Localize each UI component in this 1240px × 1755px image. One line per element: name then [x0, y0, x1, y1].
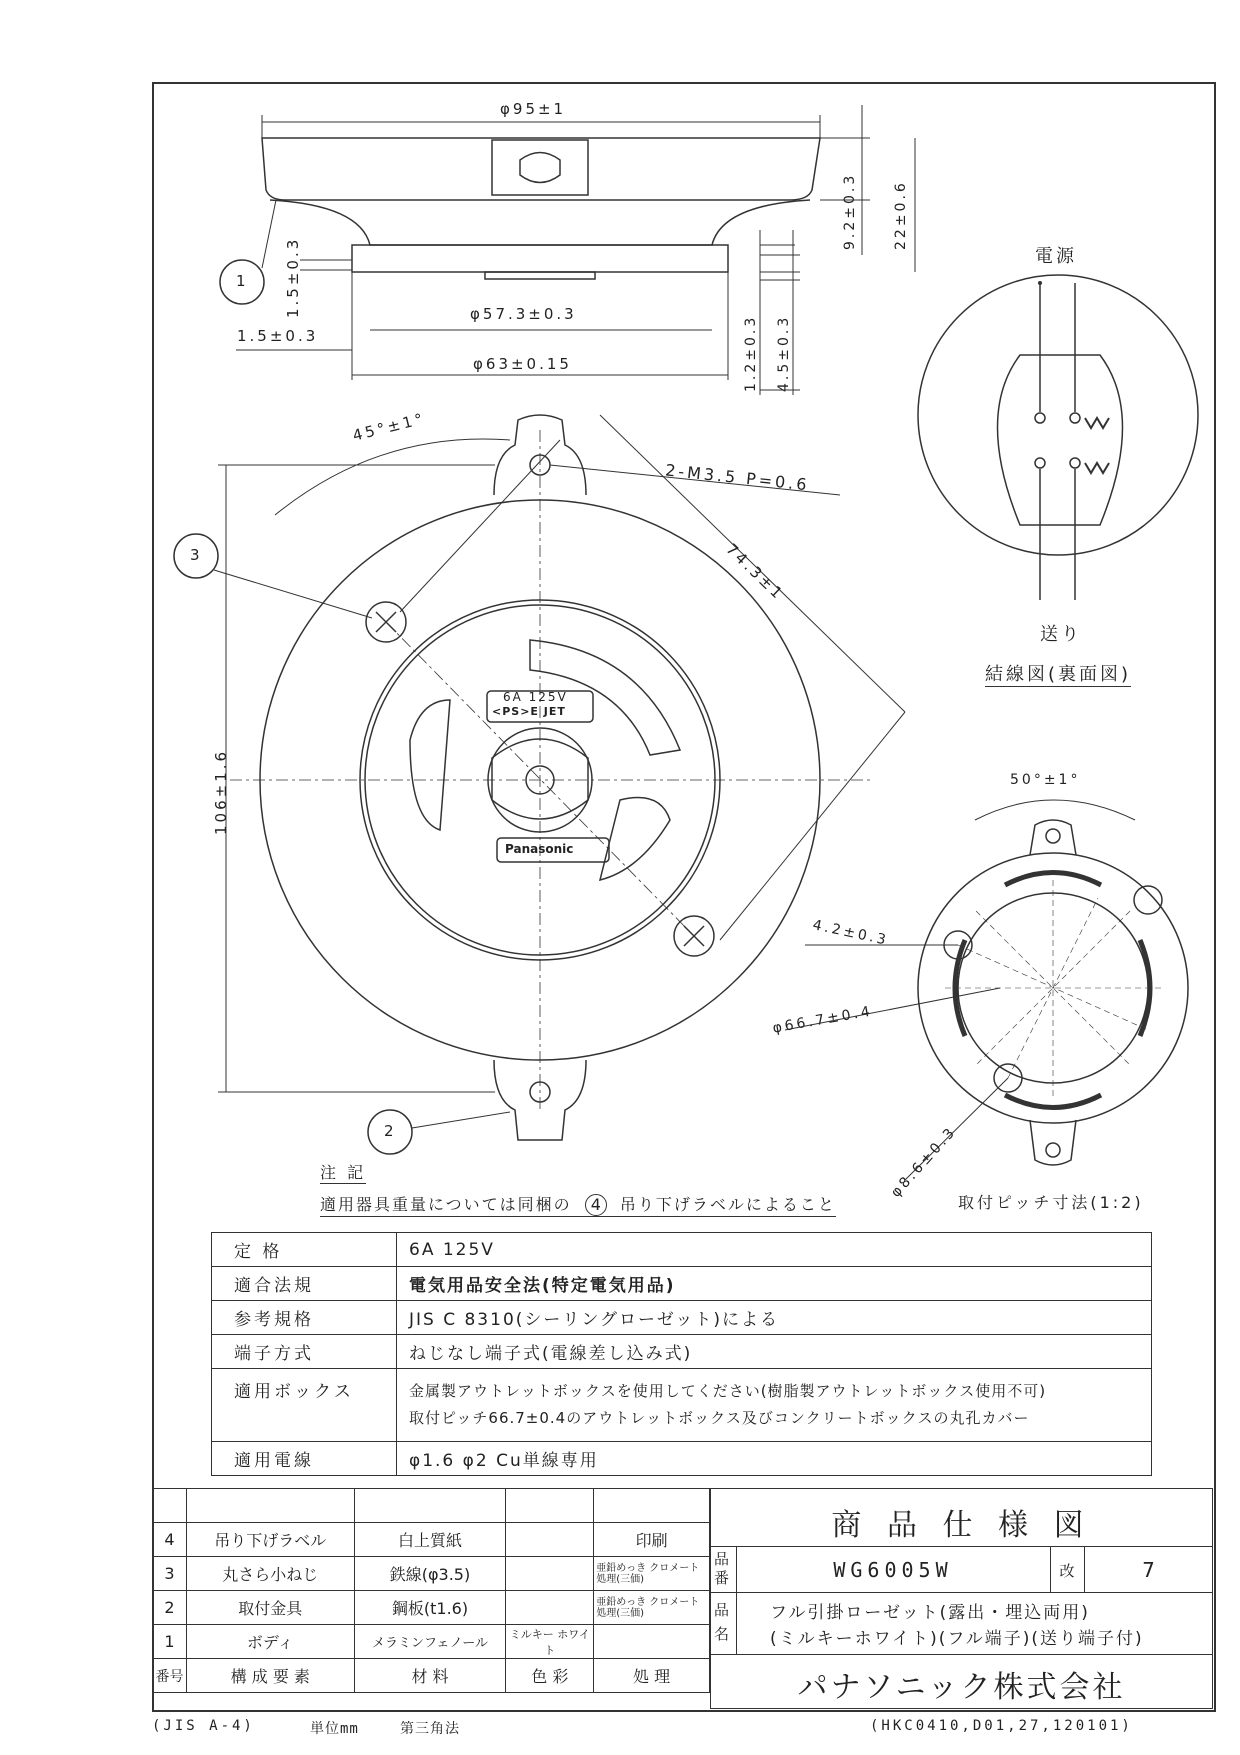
part-no: 2: [153, 1591, 187, 1625]
face-pse-mark: <PS>E JET: [492, 705, 566, 718]
parts-row: [153, 1591, 710, 1625]
face-brand: Panasonic: [505, 842, 574, 856]
part-material: 鋼板(t1.6): [354, 1591, 506, 1625]
spec-value: 6A 125V: [397, 1233, 1152, 1267]
rev-label: 改: [1059, 1562, 1075, 1580]
part-material: 鉄線(φ3.5): [354, 1557, 506, 1591]
dim-diameter-57: φ57.3±0.3: [470, 305, 577, 323]
notes-text: [320, 1192, 836, 1217]
spec-value: 電気用品安全法(特定電気用品): [397, 1267, 1152, 1301]
spec-table: [211, 1232, 1152, 1476]
spec-value: [397, 1369, 1152, 1442]
footer-paper-size: (JIS A-4): [152, 1718, 255, 1734]
header-treatment: 処 理: [594, 1659, 710, 1693]
dim-screw-spec: 2-M3.5 P=0.6: [664, 460, 811, 495]
parts-table: [152, 1488, 710, 1693]
spec-value: φ1.6 φ2 Cu単線専用: [397, 1442, 1152, 1476]
part-color: [506, 1557, 594, 1591]
pitch-caption: 取付ピッチ寸法(1:2): [958, 1193, 1144, 1212]
spec-row: [212, 1335, 1152, 1369]
spec-value: ねじなし端子式(電線差し込み式): [397, 1335, 1152, 1369]
part-treatment: [594, 1625, 710, 1659]
product-name-line1: フル引掛ローゼット(露出・埋込両用): [770, 1603, 1090, 1623]
part-element: 吊り下げラベル: [186, 1523, 354, 1557]
dim-height-1-2: 1.2±0.3: [743, 314, 759, 392]
parts-header-row: [153, 1659, 710, 1693]
dim-hole-8-6: φ8.6±0.3: [888, 1123, 960, 1201]
dim-thickness-b: 1.5±0.3: [284, 236, 302, 318]
spec-row: [212, 1369, 1152, 1442]
power-label: 電源: [1035, 246, 1077, 267]
rev-value: 7: [1142, 1558, 1155, 1582]
dim-angle-45: 45°±1°: [350, 409, 428, 445]
dim-height-4-5: 4.5±0.3: [776, 314, 792, 392]
footer-doc-code: (HKC0410,D01,27,120101): [870, 1718, 1133, 1734]
dim-height-9-2: 9.2±0.3: [842, 172, 858, 250]
header-color: 色 彩: [506, 1659, 594, 1693]
dim-height-106: 106±1.6: [212, 748, 230, 835]
notes-title: 注 記: [320, 1160, 366, 1184]
company-name: パナソニック株式会社: [797, 1670, 1126, 1705]
parts-blank-row: [153, 1489, 710, 1523]
header-no: 番号: [153, 1659, 187, 1693]
spec-row: [212, 1233, 1152, 1267]
dim-diameter-66-7: φ66.7±0.4: [771, 1003, 875, 1037]
dim-diagonal-74-3: 74.3±1: [722, 540, 788, 605]
part-material: メラミンフェノール: [354, 1625, 506, 1659]
hinmei-label: 品名: [714, 1601, 730, 1643]
part-treatment: 亜鉛めっき クロメート処理(三価): [594, 1557, 710, 1591]
dim-height-22: 22±0.6: [893, 180, 909, 250]
part-color: ミルキー ホワイト: [506, 1625, 594, 1659]
part-color: [506, 1523, 594, 1557]
product-name-line2: (ミルキーホワイト)(フル端子)(送り端子付): [770, 1629, 1144, 1649]
parts-row: [153, 1625, 710, 1659]
part-treatment: 印刷: [594, 1523, 710, 1557]
dim-diameter-95: φ95±1: [500, 100, 567, 118]
feed-label: 送り: [1040, 624, 1082, 645]
dim-diameter-63: φ63±0.15: [473, 355, 572, 373]
doc-title: 商 品 仕 様 図: [831, 1508, 1092, 1543]
part-element: ボディ: [186, 1625, 354, 1659]
notes-circle-ref: 4: [585, 1194, 607, 1216]
footer-projection: 第三角法: [400, 1721, 460, 1737]
dim-thickness-a: 1.5±0.3: [237, 327, 319, 345]
callout-2: 2: [384, 1122, 394, 1140]
spec-row: [212, 1301, 1152, 1335]
notes-text-b: 吊り下げラベルによること: [619, 1195, 836, 1214]
spec-key: 適用ボックス: [212, 1369, 397, 1442]
spec-key: 定 格: [212, 1233, 397, 1267]
part-no: 3: [153, 1557, 187, 1591]
part-no: 4: [153, 1523, 187, 1557]
hinban-value: WG6005W: [833, 1558, 953, 1582]
footer-unit: 単位mm: [310, 1721, 359, 1737]
spec-key: 端子方式: [212, 1335, 397, 1369]
part-no: 1: [153, 1625, 187, 1659]
parts-row: [153, 1523, 710, 1557]
wiring-caption: 結線図(裏面図): [985, 660, 1131, 687]
hinban-label: 品番: [714, 1550, 730, 1587]
header-material: 材 料: [354, 1659, 506, 1693]
callout-3: 3: [190, 546, 200, 564]
header-element: 構 成 要 素: [186, 1659, 354, 1693]
parts-row: [153, 1557, 710, 1591]
spec-row: [212, 1442, 1152, 1476]
face-rating: 6A 125V: [503, 690, 568, 704]
spec-key: 適合法規: [212, 1267, 397, 1301]
dim-angle-50: 50°±1°: [1010, 772, 1081, 788]
dim-hole-4-2: 4.2±0.3: [811, 917, 891, 949]
spec-key: 参考規格: [212, 1301, 397, 1335]
title-block: [710, 1488, 1213, 1709]
notes-text-a: 適用器具重量については同梱の: [320, 1195, 572, 1214]
callout-1: 1: [236, 272, 246, 290]
spec-key: 適用電線: [212, 1442, 397, 1476]
part-color: [506, 1591, 594, 1625]
part-element: 取付金具: [186, 1591, 354, 1625]
spec-value-line1: 金属製アウトレットボックスを使用してください(樹脂製アウトレットボックス使用不可): [409, 1382, 1047, 1400]
spec-row: [212, 1267, 1152, 1301]
part-element: 丸さら小ねじ: [186, 1557, 354, 1591]
spec-value-line2: 取付ピッチ66.7±0.4のアウトレットボックス及びコンクリートボックスの丸孔カバー: [409, 1409, 1030, 1427]
part-material: 白上質紙: [354, 1523, 506, 1557]
part-treatment: 亜鉛めっき クロメート処理(三価): [594, 1591, 710, 1625]
spec-value: JIS C 8310(シーリングローゼット)による: [397, 1301, 1152, 1335]
